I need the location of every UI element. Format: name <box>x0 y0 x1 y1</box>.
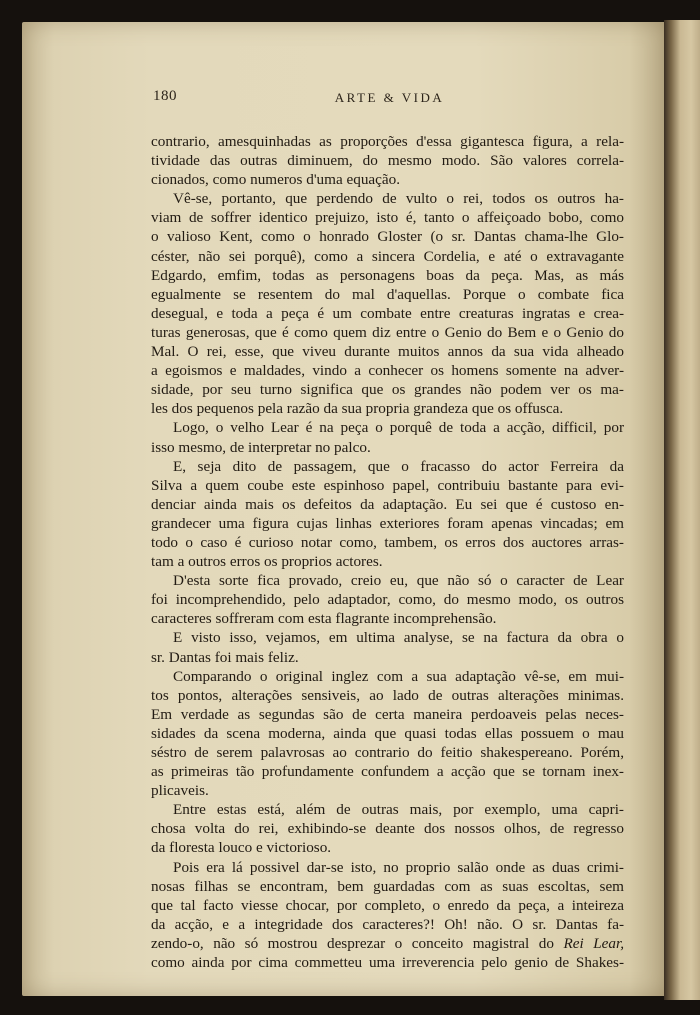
text-line-content: Edgardo, emfim, todas as personagens boas da peça. Mas, as más <box>151 266 624 284</box>
text-line <box>151 418 624 437</box>
text-line <box>151 781 624 800</box>
text-line <box>151 896 624 915</box>
facing-page-edge <box>664 20 700 1000</box>
text-line-content: zendo-o, não só mostrou desprezar o conceito magistral do <box>151 934 564 952</box>
text-line <box>151 915 624 934</box>
text-line <box>151 648 624 667</box>
text-line-content: da floresta louco e victorioso. <box>151 839 332 857</box>
text-line-content: D'esta sorte fica provado, creio eu, que não só o caracter de Lear <box>173 572 624 590</box>
text-line-content: les dos pequenos pela razão da sua propria grandeza que os offusca. <box>151 400 564 418</box>
text-line <box>151 380 624 399</box>
text-line-content: sidades da scena moderna, ainda que quasi todas ellas possuem o mau <box>151 724 624 742</box>
text-line-content: sr. Dantas foi mais feliz. <box>151 648 299 666</box>
text-line <box>151 132 624 151</box>
text-line-content: Comparando o original inglez com a sua adaptação vê-se, em mui- <box>173 667 624 685</box>
text-line <box>151 151 624 170</box>
text-line <box>151 304 624 323</box>
text-line-content: Em verdade as segundas são de certa maneira perdoaveis pelas neces- <box>151 705 624 723</box>
italic-title: Rei Lear, <box>563 934 625 952</box>
text-line <box>151 514 624 533</box>
text-line-content: as primeiras tão profundamente confundem a acção que se tornam inex- <box>151 763 624 781</box>
text-line <box>151 934 624 953</box>
text-line-content: isso mesmo, de interpretar no palco. <box>151 438 371 456</box>
text-line <box>151 590 624 609</box>
text-line <box>151 819 624 838</box>
text-line <box>151 724 624 743</box>
text-line-content: viam de soffrer identico prejuizo, isto é, tanto o affeiçoado bobo, como <box>151 209 624 227</box>
text-line <box>151 552 624 571</box>
text-line <box>151 571 624 590</box>
text-line <box>151 323 624 342</box>
running-title: ARTE & VIDA <box>334 90 445 105</box>
text-line-content: Silva a quem coube este espinhoso papel, contribuiu bastante para evi- <box>151 476 624 494</box>
text-line-content: grandecer uma figura cujas linhas exteriores foram apenas vincadas; em <box>151 514 624 532</box>
text-line <box>151 170 624 189</box>
text-line <box>151 438 624 457</box>
text-line <box>151 743 624 762</box>
text-line <box>151 705 624 724</box>
text-line <box>151 800 624 819</box>
text-line <box>151 495 624 514</box>
text-line <box>151 227 624 246</box>
body-text <box>151 132 624 972</box>
text-line <box>151 285 624 304</box>
text-line-content: todo o caso é curioso notar como, tambem, os erros dos auctores arras- <box>151 533 624 551</box>
text-line-content: a egoismos e maldades, vindo a conhecer os homens somente na adver- <box>151 362 624 380</box>
text-line <box>151 609 624 628</box>
text-line <box>151 838 624 857</box>
text-line-content: plicaveis. <box>151 782 209 800</box>
text-line <box>151 247 624 266</box>
text-line <box>151 457 624 476</box>
text-line <box>151 189 624 208</box>
text-line-content: que tal facto viesse chocar, por completo, o enredo da peça, a inteireza <box>151 896 624 914</box>
text-line-content: da acção, e a integridade dos caracteres?! Oh! não. O sr. Dantas fa- <box>151 915 624 933</box>
text-line-content: Vê-se, portanto, que perdendo de vulto o rei, todos os outros ha- <box>173 190 624 208</box>
text-line <box>151 361 624 380</box>
text-line-content: tam a outros erros os proprios actores. <box>151 553 383 571</box>
text-line-content: desegual, e toda a peça é um combate entre creaturas ingratas e crea- <box>151 304 624 322</box>
text-line <box>151 877 624 896</box>
text-line-content: Entre estas está, além de outras mais, por exemplo, uma capri- <box>173 801 624 819</box>
text-line <box>151 686 624 705</box>
text-line <box>151 399 624 418</box>
text-line-content: tividade das outras diminuem, do mesmo modo. São valores correla- <box>151 152 624 170</box>
text-line-content: nosas filhas se encontram, bem guardadas com as suas escoltas, sem <box>151 877 624 895</box>
text-line-content: cionados, como numeros d'uma equação. <box>151 171 401 189</box>
text-line <box>151 533 624 552</box>
text-line-content: séstro de serem palavrosas ao contrario do feitio shakespereano. Porém, <box>151 744 624 761</box>
text-line <box>151 476 624 495</box>
text-line <box>151 858 624 877</box>
text-line-content: o valioso Kent, como o honrado Gloster (o sr. Dantas chama-lhe Glo- <box>151 228 624 246</box>
text-line-content: egualmente se resentem do mal d'aquellas. Porque o combate fica <box>151 285 624 303</box>
text-line-content: como ainda por cima commetteu uma irreverencia pelo genio de Shakes- <box>151 954 624 972</box>
page-header <box>153 88 626 110</box>
text-line-content: chosa volta do rei, exhibindo-se deante dos nossos olhos, de regresso <box>151 820 624 838</box>
text-line <box>151 342 624 361</box>
text-line <box>151 667 624 686</box>
page-number: 180 <box>153 88 177 104</box>
text-line <box>151 762 624 781</box>
text-line-content: tos pontos, alterações sensiveis, ao lado de outras alterações minimas. <box>151 686 624 704</box>
text-line <box>151 628 624 647</box>
text-line-content: denciar ainda mais os defeitos da adaptação. Eu sei que é custoso en- <box>151 495 624 513</box>
text-line <box>151 208 624 227</box>
text-line-content: Mal. O rei, esse, que viveu durante muitos annos da sua vida alheado <box>151 343 624 361</box>
text-line-content: foi incomprehendido, pelo adaptador, como, do mesmo modo, os outros <box>151 591 624 609</box>
text-line-content: Logo, o velho Lear é na peça o porquê de toda a acção, difficil, por <box>173 419 624 437</box>
text-line-content: caracteres soffreram com esta flagrante incomprehensão. <box>151 610 497 628</box>
text-line-content: turas generosas, que é como quem diz entre o Genio do Bem e o Genio do <box>151 323 624 341</box>
text-line-content: sidade, por seu turno significa que os grandes não podem ver os ma- <box>151 381 624 399</box>
text-line-content: contrario, amesquinhadas as proporções d'essa gigantesca figura, a rela- <box>151 133 624 150</box>
text-line-content: céster, não sei porquê), como a sincera Cordelia, e até o extravagante <box>151 247 624 265</box>
text-line <box>151 953 624 972</box>
text-line <box>151 266 624 285</box>
text-line-content: Pois era lá possivel dar-se isto, no proprio salão onde as duas crimi- <box>173 858 624 876</box>
text-line-content: E visto isso, vejamos, em ultima analyse, se na factura da obra o <box>173 629 624 647</box>
text-line-content: E, seja dito de passagem, que o fracasso do actor Ferreira da <box>173 457 624 475</box>
